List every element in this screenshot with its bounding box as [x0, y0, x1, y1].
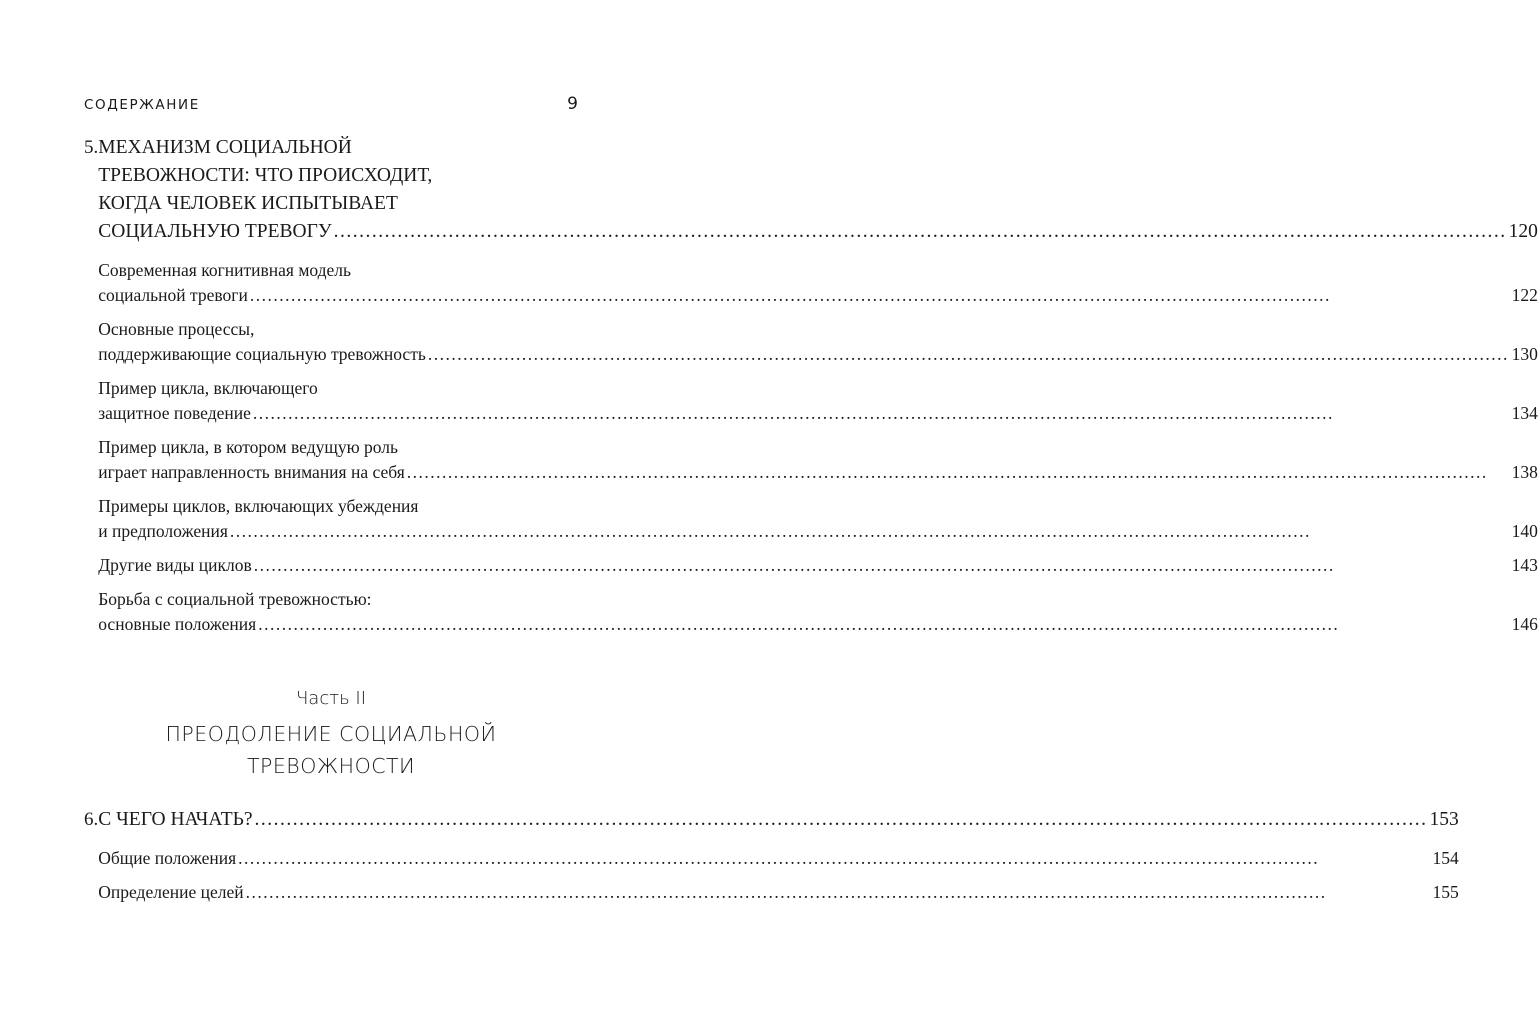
page-number: 9	[567, 94, 578, 114]
section-title-line: играет направленность внимания на себя	[98, 462, 405, 482]
toc-section[interactable]	[98, 880, 1458, 905]
chapter-number: 6.	[84, 809, 99, 830]
part-title-line: ПРЕОДОЛЕНИЕ СОЦИАЛЬНОЙ	[165, 722, 497, 746]
section-title-line: Современная когнитивная модель	[98, 260, 352, 280]
section-title-line: Определение целей	[98, 882, 244, 902]
section-title-line: Борьба с социальной тревожностью:	[98, 589, 372, 609]
section-title-line: Пример цикла, включающего	[98, 378, 318, 398]
chapter-title[interactable]	[98, 134, 1538, 246]
chapter-title-line: ТРЕВОЖНОСТИ: ЧТО ПРОИСХОДИТ,	[98, 165, 433, 186]
chapter-title-line: С ЧЕГО НАЧАТЬ?	[98, 809, 253, 830]
section-title-line: и предположения	[98, 521, 228, 541]
toc-section[interactable]	[98, 258, 1538, 308]
part-label: Часть II	[295, 688, 367, 709]
toc-section[interactable]	[98, 317, 1538, 367]
section-page: 122	[1511, 285, 1538, 305]
chapter-title-line: МЕХАНИЗМ СОЦИАЛЬНОЙ	[98, 137, 352, 158]
section-title-line: Основные процессы,	[98, 319, 255, 339]
section-page: 143	[1511, 555, 1538, 575]
leader-dots	[258, 612, 1509, 637]
section-title-line: Другие виды циклов	[98, 555, 252, 575]
section-page: 134	[1511, 403, 1538, 423]
toc-section[interactable]	[98, 846, 1458, 871]
section-title-line: Примеры циклов, включающих убеждения	[98, 496, 419, 516]
leader-dots	[254, 553, 1510, 578]
chapter-entry	[84, 806, 1459, 905]
chapter-entry	[84, 134, 1538, 637]
toc-section[interactable]	[98, 587, 1538, 637]
toc-section[interactable]	[98, 376, 1538, 426]
chapter-title-line: КОГДА ЧЕЛОВЕК ИСПЫТЫВАЕТ	[98, 193, 398, 214]
toc-section[interactable]	[98, 494, 1538, 544]
leader-dots	[428, 342, 1510, 367]
toc-section[interactable]	[98, 435, 1538, 485]
section-page: 138	[1511, 462, 1538, 482]
chapter-number: 5.	[84, 137, 99, 158]
chapter-page: 153	[1429, 809, 1459, 830]
part-title-line: ТРЕВОЖНОСТИ	[246, 754, 416, 778]
section-title-line: защитное поведение	[98, 403, 251, 423]
part-heading	[84, 686, 578, 782]
toc-section[interactable]	[98, 553, 1538, 578]
running-title: СОДЕРЖАНИЕ	[84, 97, 200, 113]
leader-dots	[250, 283, 1510, 308]
leader-dots	[246, 880, 1431, 905]
section-title-line: Пример цикла, в котором ведущую роль	[98, 437, 399, 457]
section-page: 154	[1432, 848, 1459, 868]
leader-dots	[253, 401, 1510, 426]
leader-dots	[407, 460, 1510, 485]
leader-dots	[238, 846, 1430, 871]
leader-dots	[254, 806, 1427, 834]
chapter-page: 120	[1508, 221, 1538, 242]
chapter-title-line: СОЦИАЛЬНУЮ ТРЕВОГУ	[98, 221, 332, 242]
section-title-line: основные положения	[98, 614, 257, 634]
section-title-line: социальной тревоги	[98, 285, 248, 305]
section-page: 146	[1511, 614, 1538, 634]
section-title-line: поддерживающие социальную тревожность	[98, 344, 426, 364]
running-head	[84, 94, 578, 114]
section-title-line: Общие положения	[98, 848, 237, 868]
section-page: 140	[1511, 521, 1538, 541]
section-page: 130	[1511, 344, 1538, 364]
leader-dots	[334, 218, 1507, 246]
toc-chapter-5	[84, 134, 1538, 637]
section-page: 155	[1432, 882, 1459, 902]
leader-dots	[230, 519, 1510, 544]
chapter-title[interactable]	[98, 806, 1458, 834]
toc-chapter-6	[84, 806, 1459, 905]
